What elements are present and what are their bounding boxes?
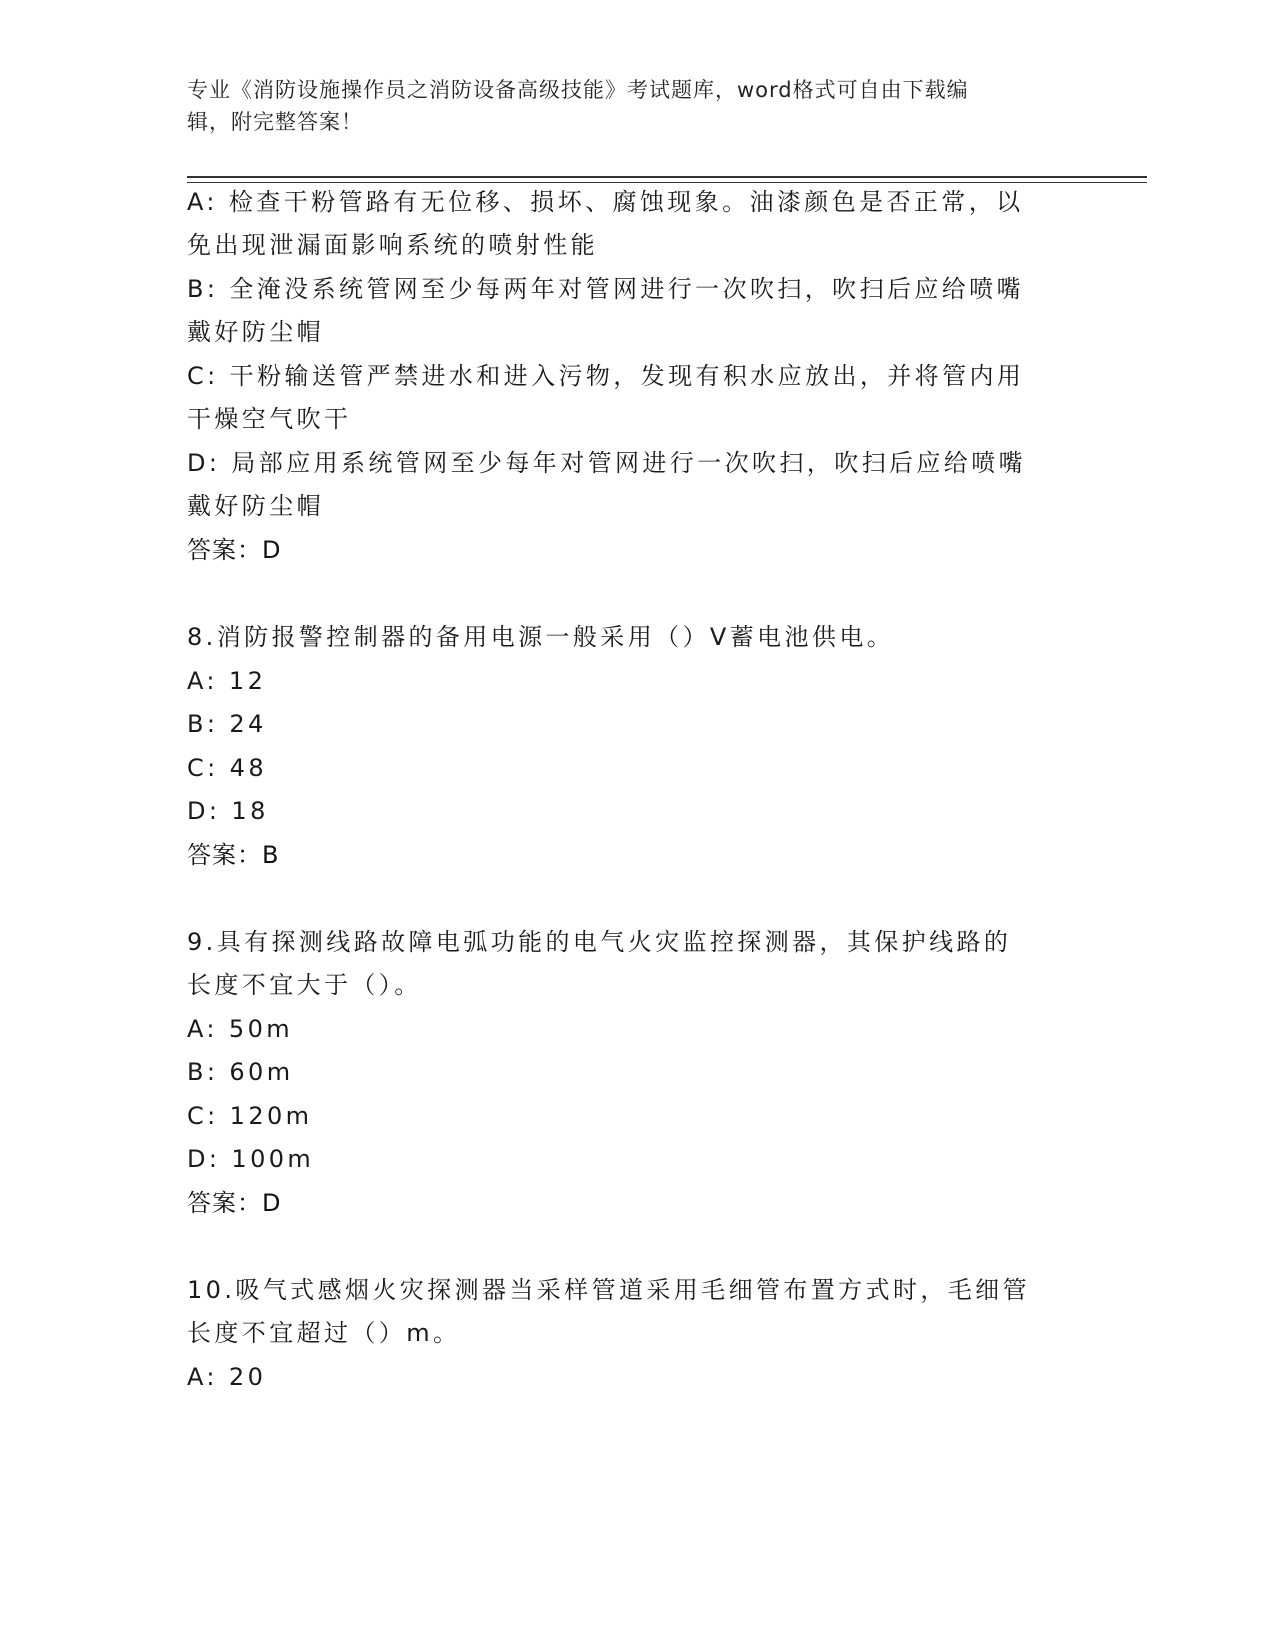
q8-option-c: C: 48 bbox=[187, 754, 268, 782]
q8-option-b: B: 24 bbox=[187, 710, 267, 738]
q7-option-d-line-2: 戴好防尘帽 bbox=[187, 492, 324, 520]
q9-question-line-1: 9.具有探测线路故障电弧功能的电气火灾监控探测器，其保护线路的 bbox=[187, 928, 1012, 956]
q8-option-d: D: 18 bbox=[187, 797, 269, 825]
q9-question-line-2: 长度不宜大于（）。 bbox=[187, 971, 422, 999]
q7-option-b-line-2: 戴好防尘帽 bbox=[187, 318, 324, 346]
q8-option-a: A: 12 bbox=[187, 667, 267, 695]
q9-option-c: C: 120m bbox=[187, 1102, 313, 1130]
q7-answer: 答案：D bbox=[187, 536, 282, 564]
document-header bbox=[187, 74, 1077, 138]
q9-option-d: D: 100m bbox=[187, 1145, 315, 1173]
q9-answer: 答案：D bbox=[187, 1189, 282, 1217]
q10-option-a: A: 20 bbox=[187, 1363, 267, 1391]
q7-option-d-line-1: D: 局部应用系统管网至少每年对管网进行一次吹扫，吹扫后应给喷嘴 bbox=[187, 449, 1026, 477]
header-line-1: 专业《消防设施操作员之消防设备高级技能》考试题库，word格式可自由下载编 bbox=[187, 78, 969, 102]
q8-question: 8.消防报警控制器的备用电源一般采用（）V蓄电池供电。 bbox=[187, 623, 895, 651]
document-page bbox=[187, 0, 1147, 1650]
q7-option-b-line-1: B: 全淹没系统管网至少每两年对管网进行一次吹扫，吹扫后应给喷嘴 bbox=[187, 275, 1024, 303]
q8-answer: 答案：B bbox=[187, 841, 280, 869]
q10-question-line-1: 10.吸气式感烟火灾探测器当采样管道采用毛细管布置方式时，毛细管 bbox=[187, 1276, 1030, 1304]
q7-option-a-line-1: A: 检查干粉管路有无位移、损坏、腐蚀现象。油漆颜色是否正常，以 bbox=[187, 188, 1024, 216]
header-line-2: 辑，附完整答案！ bbox=[187, 110, 363, 134]
q10-question-line-2: 长度不宜超过（）m。 bbox=[187, 1319, 461, 1347]
header-divider-thick bbox=[187, 176, 1147, 178]
q9-option-b: B: 60m bbox=[187, 1058, 294, 1086]
q7-option-a-line-2: 免出现泄漏面影响系统的喷射性能 bbox=[187, 231, 598, 259]
q9-option-a: A: 50m bbox=[187, 1015, 294, 1043]
q7-option-c-line-1: C: 干粉输送管严禁进水和进入污物，发现有积水应放出，并将管内用 bbox=[187, 362, 1025, 390]
q7-option-c-line-2: 干燥空气吹干 bbox=[187, 405, 352, 433]
